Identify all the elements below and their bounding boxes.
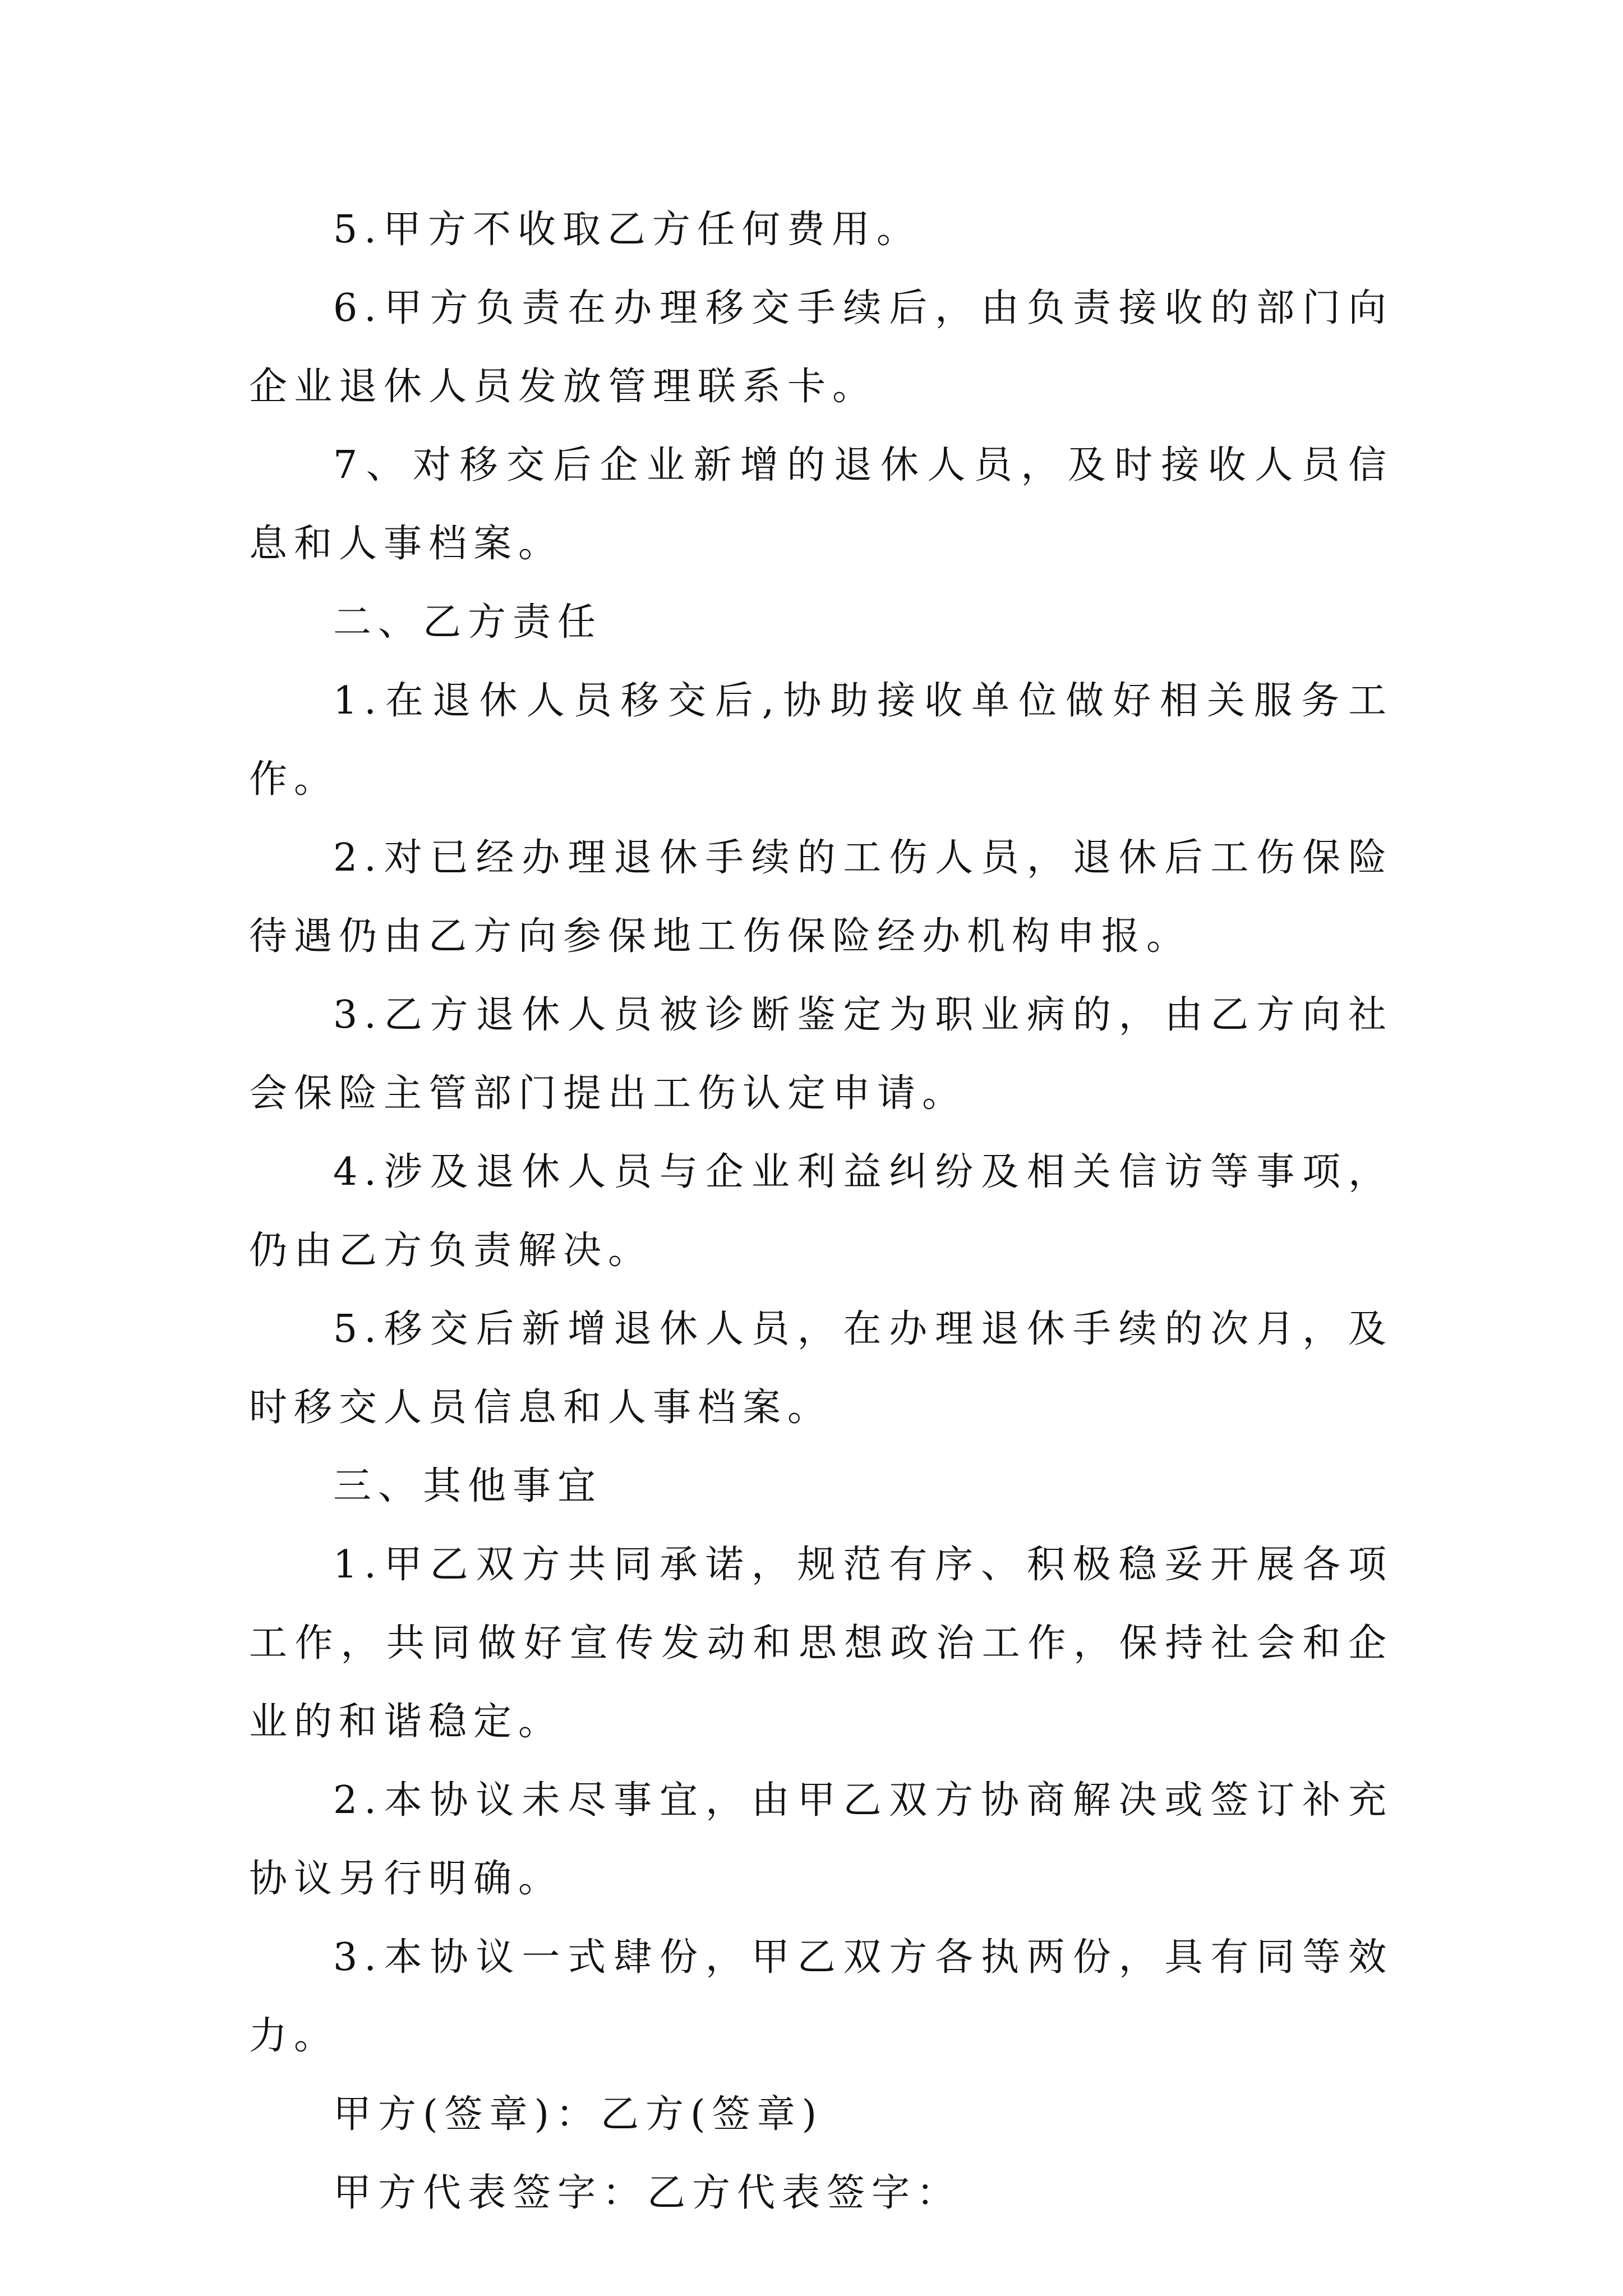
paragraph-jia-6: 6.甲方负责在办理移交手续后，由负责接收的部门向企业退休人员发放管理联系卡。 — [249, 286, 1393, 409]
paragraph-yi-3: 3.乙方退休人员被诊断鉴定为职业病的，由乙方向社会保险主管部门提出工伤认定申请。 — [249, 993, 1393, 1116]
paragraph-yi-4: 4.涉及退休人员与企业利益纠纷及相关信访等事项，仍由乙方负责解决。 — [249, 1150, 1393, 1273]
signature-representative-line: 甲方代表签字：乙方代表签字： — [333, 2171, 962, 2215]
section-heading-other: 三、其他事宜 — [333, 1464, 603, 1508]
section-heading-yi: 二、乙方责任 — [333, 600, 603, 645]
paragraph-jia-5: 5.甲方不收取乙方任何费用。 — [333, 208, 921, 252]
signature-seal-line: 甲方(签章)：乙方(签章) — [333, 2092, 824, 2137]
paragraph-other-1: 1.甲乙双方共同承诺，规范有序、积极稳妥开展各项工作，共同做好宣传发动和思想政治工作，保持社会和企业的和谐稳定。 — [249, 1543, 1393, 1744]
paragraph-yi-1: 1.在退休人员移交后,协助接收单位做好相关服务工作。 — [249, 679, 1393, 802]
document-body — [249, 191, 1393, 2233]
paragraph-jia-7: 7、对移交后企业新增的退休人员，及时接收人员信息和人事档案。 — [249, 443, 1393, 566]
paragraph-other-2: 2.本协议未尽事宜，由甲乙双方协商解决或签订补充协议另行明确。 — [249, 1778, 1393, 1901]
paragraph-other-3: 3.本协议一式肆份，甲乙双方各执两份，具有同等效力。 — [249, 1935, 1393, 2058]
paragraph-yi-5: 5.移交后新增退休人员，在办理退休手续的次月，及时移交人员信息和人事档案。 — [249, 1307, 1393, 1430]
paragraph-yi-2: 2.对已经办理退休手续的工伤人员，退休后工伤保险待遇仍由乙方向参保地工伤保险经办机构申报。 — [249, 836, 1393, 959]
